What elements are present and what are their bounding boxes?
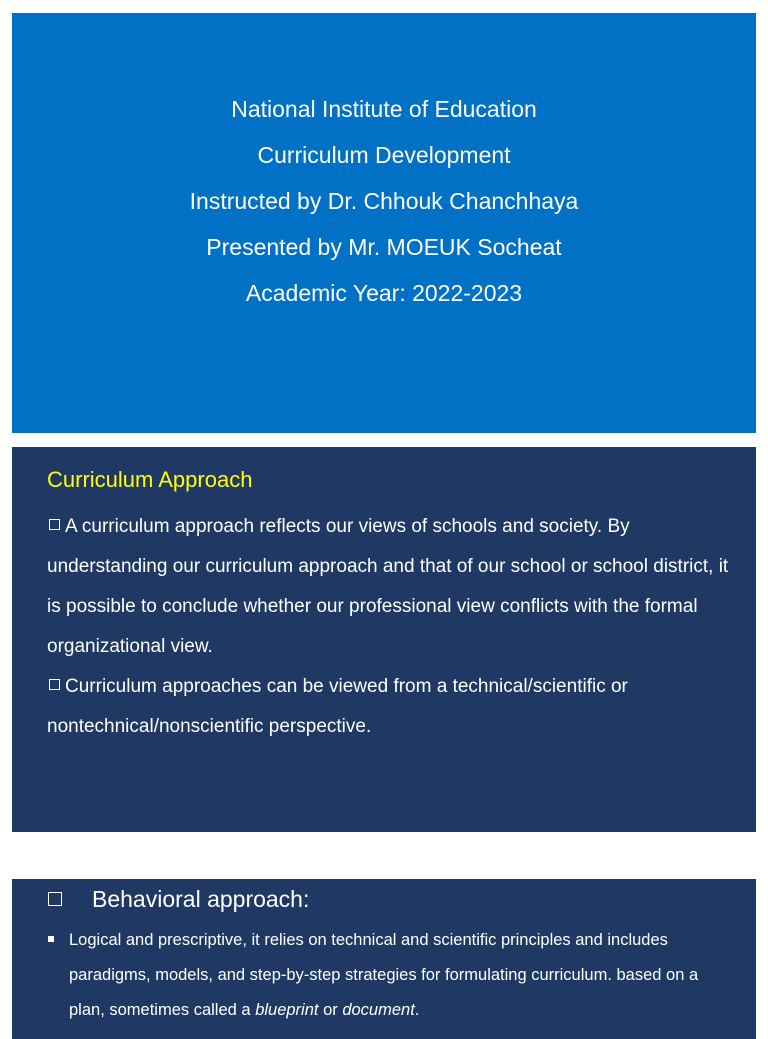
bullet-text: [48, 923, 708, 1028]
bullet-emphasis-blueprint: blueprint: [255, 1001, 319, 1019]
list-item: [47, 507, 747, 667]
checkbox-bullet-icon: [49, 679, 60, 690]
behavioral-approach-slide: [12, 879, 756, 1039]
curriculum-approach-slide: [12, 447, 756, 832]
bullet-text-end: .: [414, 1001, 420, 1019]
academic-year: Academic Year: 2022-2023: [245, 280, 523, 306]
checkbox-bullet-icon: [48, 892, 62, 906]
square-bullet-icon: [48, 936, 54, 942]
slide-heading: [48, 885, 309, 913]
paragraph-text: Curriculum approaches can be viewed from a technical/scientific or nontechnical/nonscientific perspective.: [47, 676, 628, 737]
presenter-line: Presented by Mr. MOEUK Socheat: [206, 234, 562, 260]
bullet-emphasis-document: document: [342, 1001, 415, 1019]
list-item: [48, 923, 708, 1028]
heading-text: Behavioral approach:: [92, 886, 310, 912]
slide-body: [47, 507, 747, 747]
bullet-text-or: or: [318, 1001, 343, 1019]
title-block: [12, 93, 756, 323]
course-name: Curriculum Development: [257, 142, 511, 168]
instructor-line: Instructed by Dr. Chhouk Chanchhaya: [189, 188, 579, 214]
title-slide: [12, 13, 756, 433]
bullet-text-main: Logical and prescriptive, it relies on technical and scientific principles and includes paradigms, models, and step-by-step strategies for formulating curriculum. based on a plan, sometimes called a: [69, 931, 699, 1019]
slide-heading: Curriculum Approach: [47, 467, 253, 492]
institute-name: National Institute of Education: [231, 96, 537, 122]
paragraph-text: A curriculum approach reflects our views of schools and society. By understanding our curriculum approach and that of our school or school district, it is possible to conclude whether our professional view conflicts with the formal organizational view.: [47, 516, 729, 657]
checkbox-bullet-icon: [49, 519, 60, 530]
list-item: [47, 667, 747, 747]
